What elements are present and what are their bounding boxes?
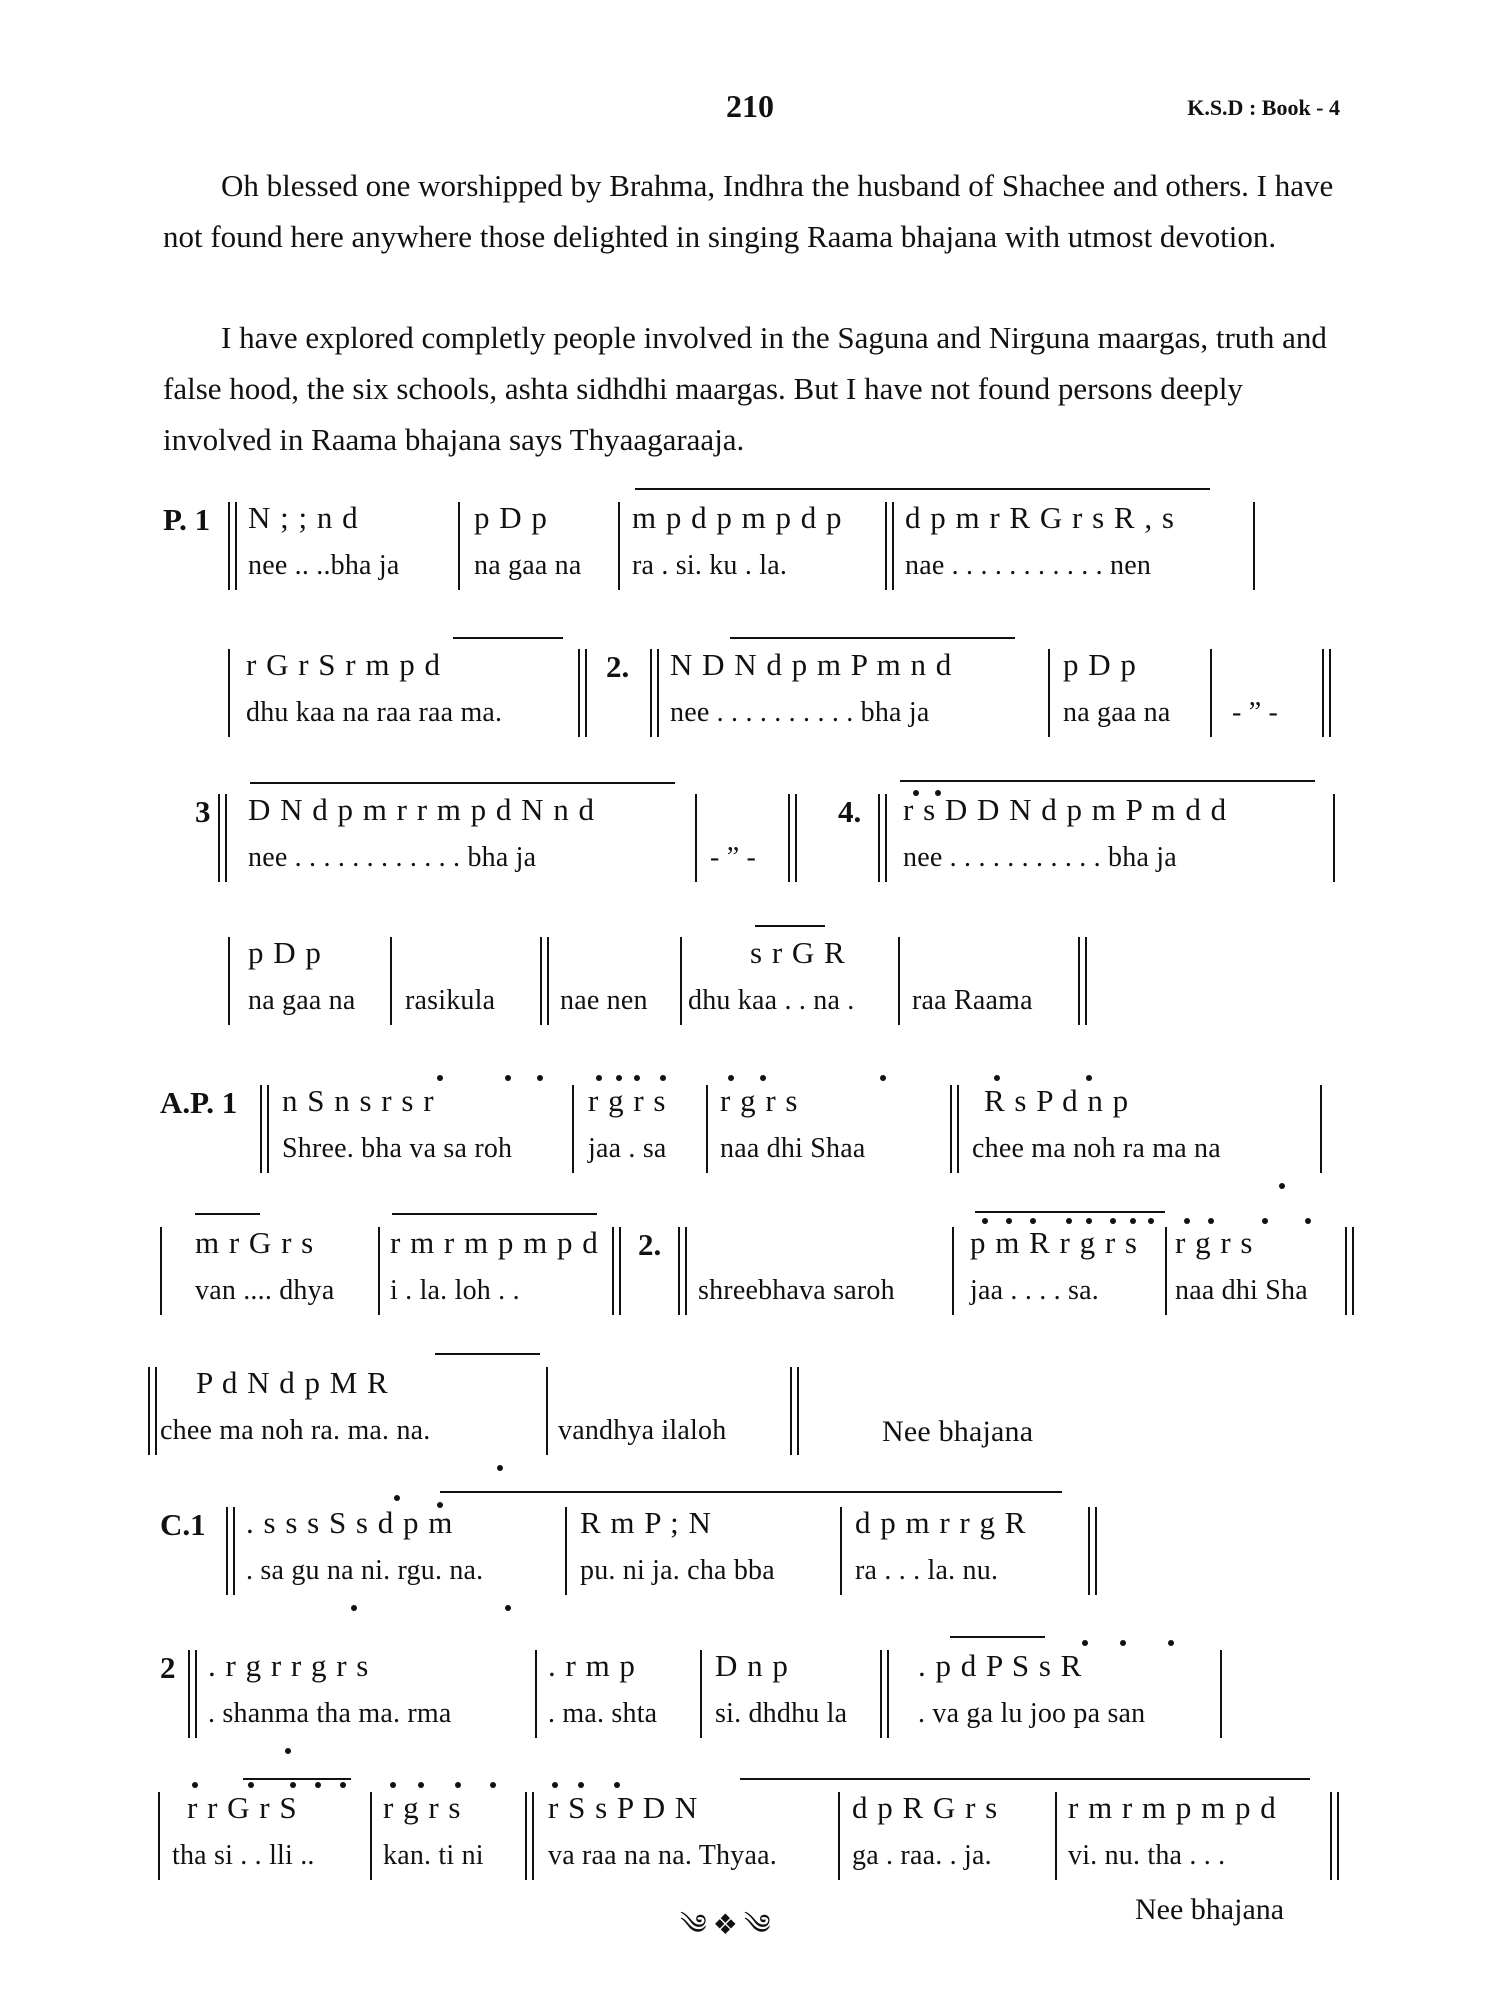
lyric-text: nee . . . . . . . . . . . bha ja (903, 842, 1177, 873)
lyric-text: naa dhi Shaa (720, 1133, 866, 1164)
ornament-divider: ༄❖༄ (680, 1910, 777, 1941)
swara-text: d p R G r s (852, 1790, 999, 1825)
lyric-text: . shanma tha ma. rma (208, 1698, 452, 1729)
swara-text: p D p (1063, 647, 1137, 682)
lyric-text: na gaa na (248, 985, 356, 1016)
swara-text: n S n s r s r (282, 1083, 435, 1118)
swara-text: R m P ; N (580, 1505, 712, 1540)
lyric-text: tha si . . lli .. (172, 1840, 315, 1871)
section-label: 4. (838, 794, 862, 829)
section-label: A.P. 1 (160, 1085, 238, 1120)
page-number: 210 (726, 88, 774, 124)
swara-text: r g r s (383, 1790, 462, 1825)
notation-row-2 (0, 647, 1500, 737)
swara-text: . r m p (548, 1648, 636, 1683)
swara-text: r s D D N d p m P m d d (903, 792, 1228, 827)
swara-text: p m R r g r s (970, 1225, 1138, 1260)
lyric-text: . sa gu na ni. rgu. na. (246, 1555, 484, 1586)
lyric-text: jaa . sa (588, 1133, 667, 1164)
lyric-text: - ” - (1232, 697, 1279, 728)
lyric-text: i . la. loh . . (390, 1275, 520, 1306)
lyric-text: naa dhi Sha (1175, 1275, 1308, 1306)
swara-text: m p d p m p d p (632, 500, 843, 535)
section-label: 2. (638, 1227, 662, 1262)
notation-row-6 (0, 1225, 1500, 1315)
section-label: 3 (195, 794, 211, 829)
lyric-text: nae . . . . . . . . . . . nen (905, 550, 1152, 581)
lyric-text: kan. ti ni (383, 1840, 484, 1871)
section-label: P. 1 (163, 502, 211, 537)
notation-row-9 (0, 1648, 1500, 1738)
swara-text: r g r s (1175, 1225, 1254, 1260)
lyric-text: nae nen (560, 985, 648, 1016)
lyric-text: vandhya ilaloh (558, 1415, 727, 1446)
lyric-text: va raa na na. Thyaa. (548, 1840, 777, 1871)
book-title: K.S.D : Book - 4 (1187, 95, 1340, 120)
notation-row-7 (0, 1365, 1500, 1455)
section-label: 2 (160, 1650, 176, 1685)
section-label: C.1 (160, 1507, 206, 1542)
lyric-text: van .... dhya (195, 1275, 335, 1306)
swara-text: D N d p m r r m p d N n d (248, 792, 596, 827)
swara-text: s r G R (750, 935, 846, 970)
swara-text: . r g r r g r s (208, 1648, 370, 1683)
swara-text: r m r m p m p d (390, 1225, 599, 1260)
paragraph-meaning-1: Oh blessed one worshipped by Brahma, Indhra the husband of Shachee and others. I have not found here anywhere those delighted in singing Raama bhajana with utmost devotion. (163, 168, 1334, 254)
lyric-text: dhu kaa na raa raa ma. (246, 697, 503, 728)
lyric-text: vi. nu. tha . . . (1068, 1840, 1226, 1871)
lyric-text: pu. ni ja. cha bba (580, 1555, 775, 1586)
notation-row-1 (0, 500, 1500, 590)
notation-row-8 (0, 1505, 1500, 1595)
footer-refrain: Nee bhajana (1135, 1893, 1285, 1926)
swara-text: d p m r r g R (855, 1505, 1027, 1540)
swara-text: P d N d p M R (196, 1365, 389, 1400)
lyric-text: si. dhdhu la (715, 1698, 848, 1729)
lyric-text: ga . raa. . ja. (852, 1840, 992, 1871)
lyric-text: - ” - (710, 842, 757, 873)
notation-row-10 (0, 1790, 1500, 1880)
lyric-text: chee ma noh ra. ma. na. (160, 1415, 431, 1446)
swara-text: r m r m p m p d (1068, 1790, 1277, 1825)
swara-text: . s s s S s d p m (246, 1505, 454, 1540)
lyric-text: nee .. ..bha ja (248, 550, 400, 581)
lyric-text: na gaa na (474, 550, 582, 581)
notation-row-5 (0, 1083, 1500, 1173)
lyric-text: chee ma noh ra ma na (972, 1133, 1221, 1164)
lyric-text: ra . si. ku . la. (632, 550, 788, 581)
swara-text: R s P d n p (984, 1083, 1130, 1118)
swara-text: r g r s (588, 1083, 667, 1118)
lyric-text: dhu kaa . . na . (688, 985, 855, 1016)
swara-text: p D p (474, 500, 548, 535)
lyric-text: nee . . . . . . . . . . bha ja (670, 697, 930, 728)
notation-row-4 (0, 935, 1500, 1025)
lyric-text: na gaa na (1063, 697, 1171, 728)
swara-text: r G r S r m p d (246, 647, 441, 682)
swara-text: r S s P D N (548, 1790, 699, 1825)
lyric-text: Shree. bha va sa roh (282, 1133, 513, 1164)
swara-text: . p d P S s R (918, 1648, 1083, 1683)
lyric-text: raa Raama (912, 985, 1033, 1016)
swara-text: N D N d p m P m n d (670, 647, 953, 682)
swara-text: d p m r R G r s R , s (905, 500, 1175, 535)
swara-text: r r G r S (187, 1790, 298, 1825)
swara-text: D n p (715, 1648, 789, 1683)
section-label: 2. (606, 649, 630, 684)
paragraph-meaning-2: I have explored completly people involved in the Saguna and Nirguna maargas, truth and false hood, the six schools, ashta sidhdhi maargas. But I have not found persons deeply involved in Raama bhajana says Thyaagaraaja. (163, 320, 1327, 457)
lyric-text: rasikula (405, 985, 496, 1016)
swara-text: p D p (248, 935, 322, 970)
lyric-text: nee . . . . . . . . . . . . bha ja (248, 842, 537, 873)
refrain-text: Nee bhajana (882, 1415, 1034, 1448)
lyric-text: jaa . . . . sa. (970, 1275, 1099, 1306)
lyric-text: . va ga lu joo pa san (918, 1698, 1146, 1729)
swara-text: r g r s (720, 1083, 799, 1118)
lyric-text: . ma. shta (548, 1698, 658, 1729)
lyric-text: shreebhava saroh (698, 1275, 895, 1306)
swara-text: N ; ; n d (248, 500, 359, 535)
notation-row-3 (0, 792, 1500, 882)
swara-text: m r G r s (195, 1225, 315, 1260)
lyric-text: ra . . . la. nu. (855, 1555, 999, 1586)
